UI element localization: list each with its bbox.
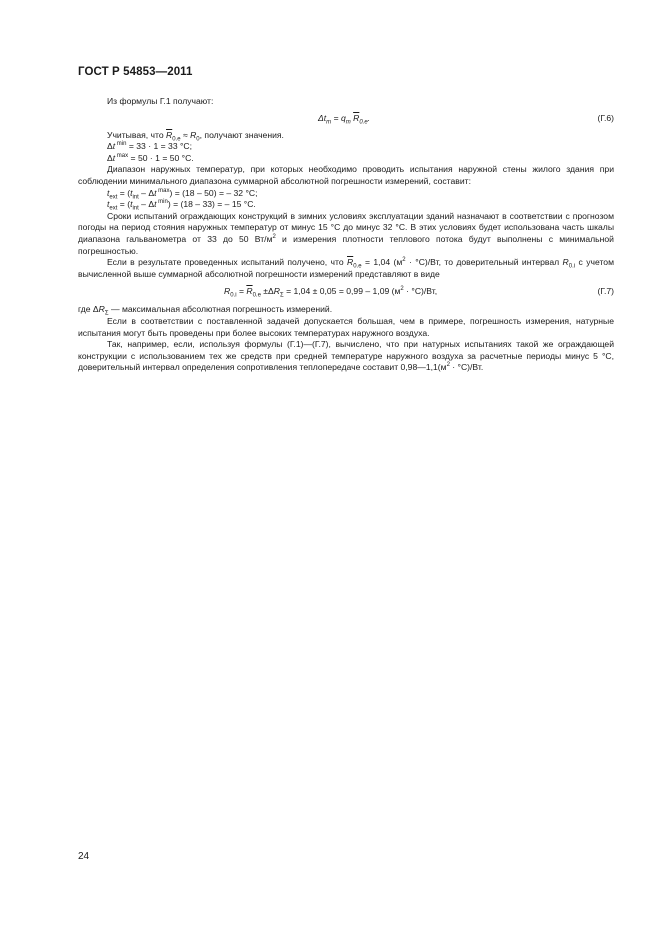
t-ext-line-2: $t_{ext} = (t_{int} - \Delta t$ $^{min}$) = (18 – 33) = – 15 °С. [107, 199, 256, 212]
formula-g7-row [78, 280, 614, 304]
formula-g6-label: (Г.6) [597, 112, 614, 123]
result-paragraph: Если в результате проведенных испытаний получено, что $\overline{R}_{0.e} = 1,04$ $(м^2 \cdot ^\circ С)/Вт$, то доверительный интервал $R_{0.i}$ с учетом вычисленной выше суммарной абсолютной погрешности измерений представляют в виде [78, 257, 614, 279]
t-ext-line-1: $t_{ext} = (t_{int} - \Delta t$ $^{max}$) = (18 – 50) = – 32 °С; [107, 187, 258, 201]
example-paragraph: Так, например, если, используя формулы (Г.1)—(Г.7), вычислено, что при натурных испытаниях такой же ограждающей конструкции с использованием тех же средств при средней температуре наружного воздуха за расчетные периоды минус 5 °С, доверительный интервал определения сопротивления теплопередаче составит $0,98—1,1(м^2 \cdot ^\circ С)/Вт$. [78, 339, 614, 373]
formula-g6: $\Delta t_m = q_m$ $\overline{R}_{0.e}$. [318, 112, 371, 126]
page-number: 24 [78, 851, 90, 862]
formula-g7-label: (Г.7) [597, 286, 614, 297]
range-paragraph: Диапазон наружных температур, при которых необходимо проводить испытания наружной стены жилого здания при соблюдении минимального диапазона суммарной абсолютной погрешности измерений, составит: [78, 164, 614, 186]
where-text: где $\Delta R_\Sigma$ — максимальная абсолютная погрешность измерений. [78, 304, 333, 318]
formula-g6-row [78, 108, 614, 130]
document-header: ГОСТ Р 54853—2011 [78, 66, 193, 78]
dt-min-line: Δt $^{min}$ = 33 · 1 = 33 °С; [107, 141, 193, 152]
dt-max-line: Δt $^{max}$ = 50 · 1 = 50 °С. [107, 152, 194, 163]
considering-text: Учитывая, что $\overline{R}_{0.e} \approx R_0$, получают значения. [107, 129, 284, 143]
intro-text: Из формулы Г.1 получают: [107, 96, 214, 106]
timing-paragraph: Сроки испытаний ограждающих конструкций в зимних условиях эксплуатации зданий назначают в соответствии с прогнозом погоды на период стояния наружных температур от минус 15 °С до минус 32 °С. В этих условиях будет использована часть шкалы диапазона гальванометра от 33 до 50 $Вт/м^2$ и измерения плотности теплового потока будут выполнены с минимальной погрешностью. [78, 210, 614, 256]
document-body [78, 96, 614, 374]
formula-g7: $R_{0.i} = \overline{R}_{0.e} \pm\Delta R_\Sigma = 1,04 \pm 0,05 = 0,99 - 1,09$ $(м^2 \cdot ^\circ С)/Вт$, [224, 286, 438, 300]
task-paragraph: Если в соответствии с поставленной задачей допускается большая, чем в примере, погрешность измерения, натурные испытания могут быть проведены при более высоких температурах наружного воздуха. [78, 315, 614, 338]
